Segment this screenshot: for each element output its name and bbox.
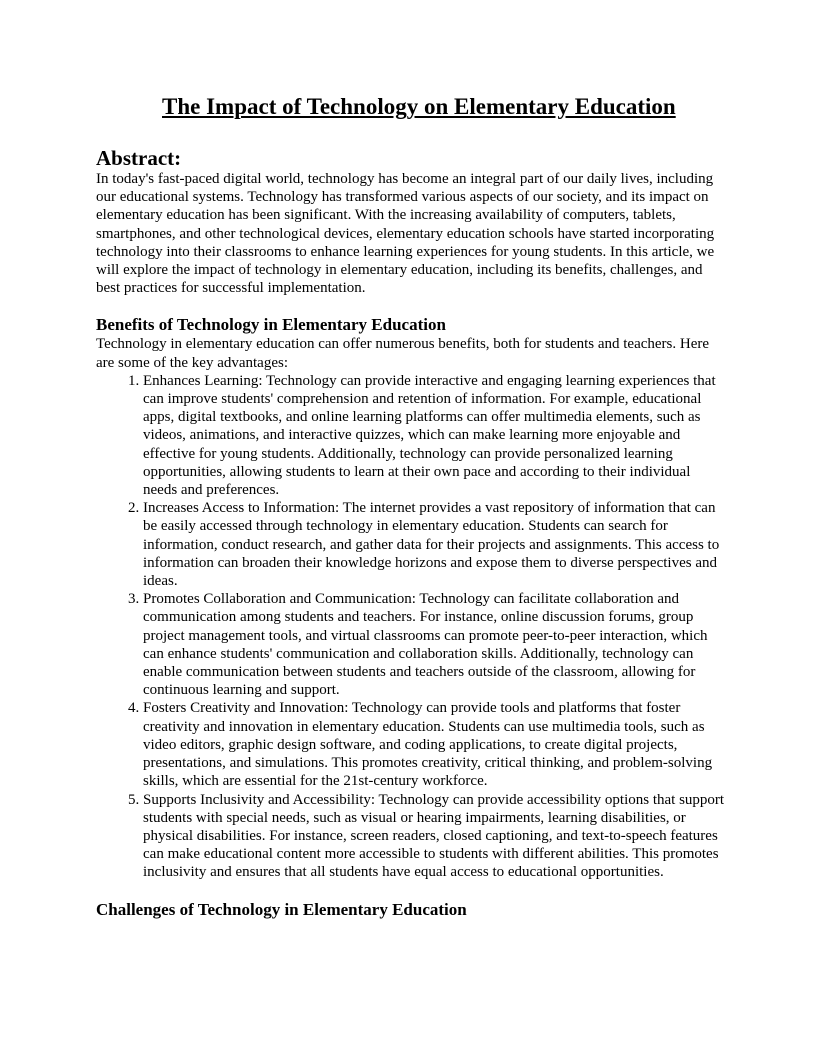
list-item: 3. Promotes Collaboration and Communication: Technology can facilitate collaboration and communication among students and teachers. For instance, online discussion forums, group project management tools, and virtual classrooms can promote peer-to-peer interaction, which can enhance students' communication and collaboration skills. Additionally, technology can enable communication between students and teachers outside of the classroom, allowing for continuous learning and support. <box>143 590 726 699</box>
list-item: 4. Fosters Creativity and Innovation: Technology can provide tools and platforms that foster creativity and innovation in elementary education. Students can use multimedia tools, such as video editors, graphic design software, and coding applications, to create digital projects, presentations, and simulations. This promotes creativity, critical thinking, and problem-solving skills, which are essential for the 21st-century workforce. <box>143 699 726 790</box>
abstract-text: In today's fast-paced digital world, technology has become an integral part of our daily lives, including our educational systems. Technology has transformed various aspects of our society, and its impact on elementary education has been significant. With the increasing availability of computers, tablets, smartphones, and other technological devices, elementary education schools have started incorporating technology into their classrooms to enhance learning experiences for young students. In this article, we will explore the impact of technology in elementary education, including its benefits, challenges, and best practices for successful implementation. <box>96 171 715 297</box>
list-item: 5. Supports Inclusivity and Accessibility: Technology can provide accessibility options that support students with special needs, such as visual or hearing impairments, learning disabilities, or physical disabilities. For instance, screen readers, closed captioning, and text-to-speech features can make educational content more accessible to students with different abilities. This promotes inclusivity and ensures that all students have equal access to educational opportunities. <box>143 791 726 882</box>
list-item: 2. Increases Access to Information: The internet provides a vast repository of information that can be easily accessed through technology in elementary education. Students can search for information, conduct research, and gather data for their projects and assignments. This access to information can broaden their knowledge horizons and expose them to diverse perspectives and ideas. <box>143 499 726 590</box>
benefits-list <box>96 372 726 882</box>
challenges-heading: Challenges of Technology in Elementary Education <box>96 899 467 919</box>
document-page <box>96 92 726 920</box>
benefits-heading: Benefits of Technology in Elementary Education <box>96 315 446 335</box>
document-title: The Impact of Technology on Elementary Education <box>162 94 676 119</box>
benefits-intro: Technology in elementary education can offer numerous benefits, both for students and teachers. Here are some of the key advantages: <box>96 336 710 371</box>
abstract-heading: Abstract: <box>96 146 182 170</box>
list-item: 1. Enhances Learning: Technology can provide interactive and engaging learning experiences that can improve students' comprehension and retention of information. For example, educational apps, digital textbooks, and online learning platforms can offer multimedia elements, such as videos, animations, and interactive quizzes, which can make learning more enjoyable and effective for young students. Additionally, technology can provide personalized learning opportunities, allowing students to learn at their own pace and according to their individual needs and preferences. <box>143 372 726 499</box>
